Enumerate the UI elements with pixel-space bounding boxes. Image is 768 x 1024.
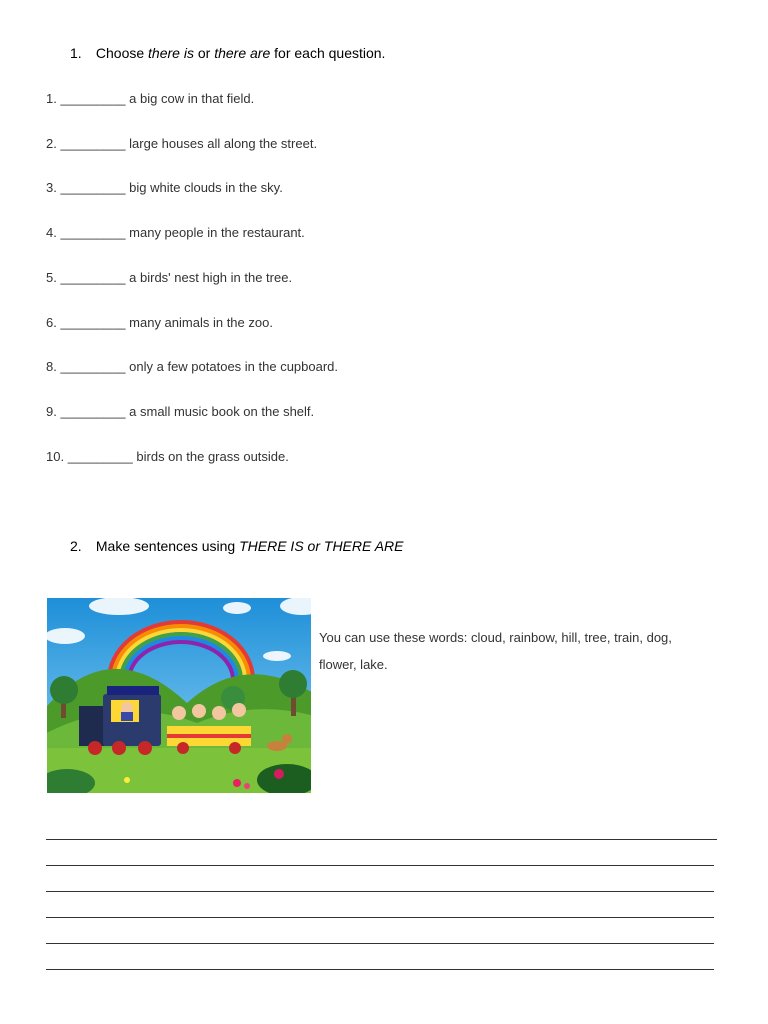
question-number: 2. (46, 136, 57, 151)
question-item (46, 270, 292, 285)
question-item (46, 315, 273, 330)
section-number: 2. (70, 538, 82, 554)
question-number: 1. (46, 91, 57, 106)
question-number: 5. (46, 270, 57, 285)
question-text: a small music book on the shelf. (125, 404, 315, 419)
question-text: a big cow in that field. (125, 91, 255, 106)
question-item (46, 136, 317, 151)
answer-blank[interactable]: _________ (67, 449, 133, 464)
question-text: big white clouds in the sky. (125, 180, 283, 195)
question-number: 4. (46, 225, 57, 240)
heading-suffix: for each question. (270, 45, 386, 61)
question-text: large houses all along the street. (125, 136, 318, 151)
question-text: birds on the grass outside. (132, 449, 289, 464)
question-number: 10. (46, 449, 65, 464)
answer-blank[interactable]: _________ (60, 136, 126, 151)
question-number: 8. (46, 359, 57, 374)
question-text: a birds' nest high in the tree. (125, 270, 293, 285)
question-item (46, 91, 254, 106)
answer-blank[interactable]: _________ (60, 91, 126, 106)
answer-blank[interactable]: _________ (60, 270, 126, 285)
writing-line[interactable] (46, 969, 714, 970)
landscape-picture (47, 598, 311, 793)
question-text: many people in the restaurant. (125, 225, 305, 240)
heading-mid: or (193, 45, 215, 61)
hint-line: flower, lake. (319, 657, 388, 672)
question-number: 6. (46, 315, 57, 330)
question-item (46, 225, 305, 240)
question-item (46, 404, 314, 419)
answer-blank[interactable]: _________ (60, 225, 126, 240)
question-item (46, 449, 289, 464)
heading-prefix: Choose (95, 45, 149, 61)
section-2-heading (70, 538, 404, 554)
answer-blank[interactable]: _________ (60, 315, 126, 330)
writing-line[interactable] (46, 943, 714, 944)
question-text: many animals in the zoo. (125, 315, 273, 330)
writing-line[interactable] (46, 891, 714, 892)
question-text: only a few potatoes in the cupboard. (125, 359, 339, 374)
question-item (46, 180, 283, 195)
section-1-heading (70, 45, 385, 61)
writing-line[interactable] (46, 917, 714, 918)
answer-blank[interactable]: _________ (60, 359, 126, 374)
writing-line[interactable] (46, 839, 717, 840)
writing-line[interactable] (46, 865, 714, 866)
option-there-are: there are (214, 45, 271, 61)
option-there-is: there is (148, 45, 194, 61)
question-number: 9. (46, 404, 57, 419)
section-number: 1. (70, 45, 82, 61)
answer-blank[interactable]: _________ (60, 404, 126, 419)
train-landscape-illustration (47, 598, 311, 793)
word-hint (319, 624, 739, 678)
question-item (46, 359, 338, 374)
answer-blank[interactable]: _________ (60, 180, 126, 195)
hint-line: You can use these words: cloud, rainbow, hill, tree, train, dog, (319, 630, 672, 645)
heading-prefix: Make sentences using (95, 538, 240, 554)
heading-emphasis: THERE IS or THERE ARE (239, 538, 404, 554)
question-number: 3. (46, 180, 57, 195)
